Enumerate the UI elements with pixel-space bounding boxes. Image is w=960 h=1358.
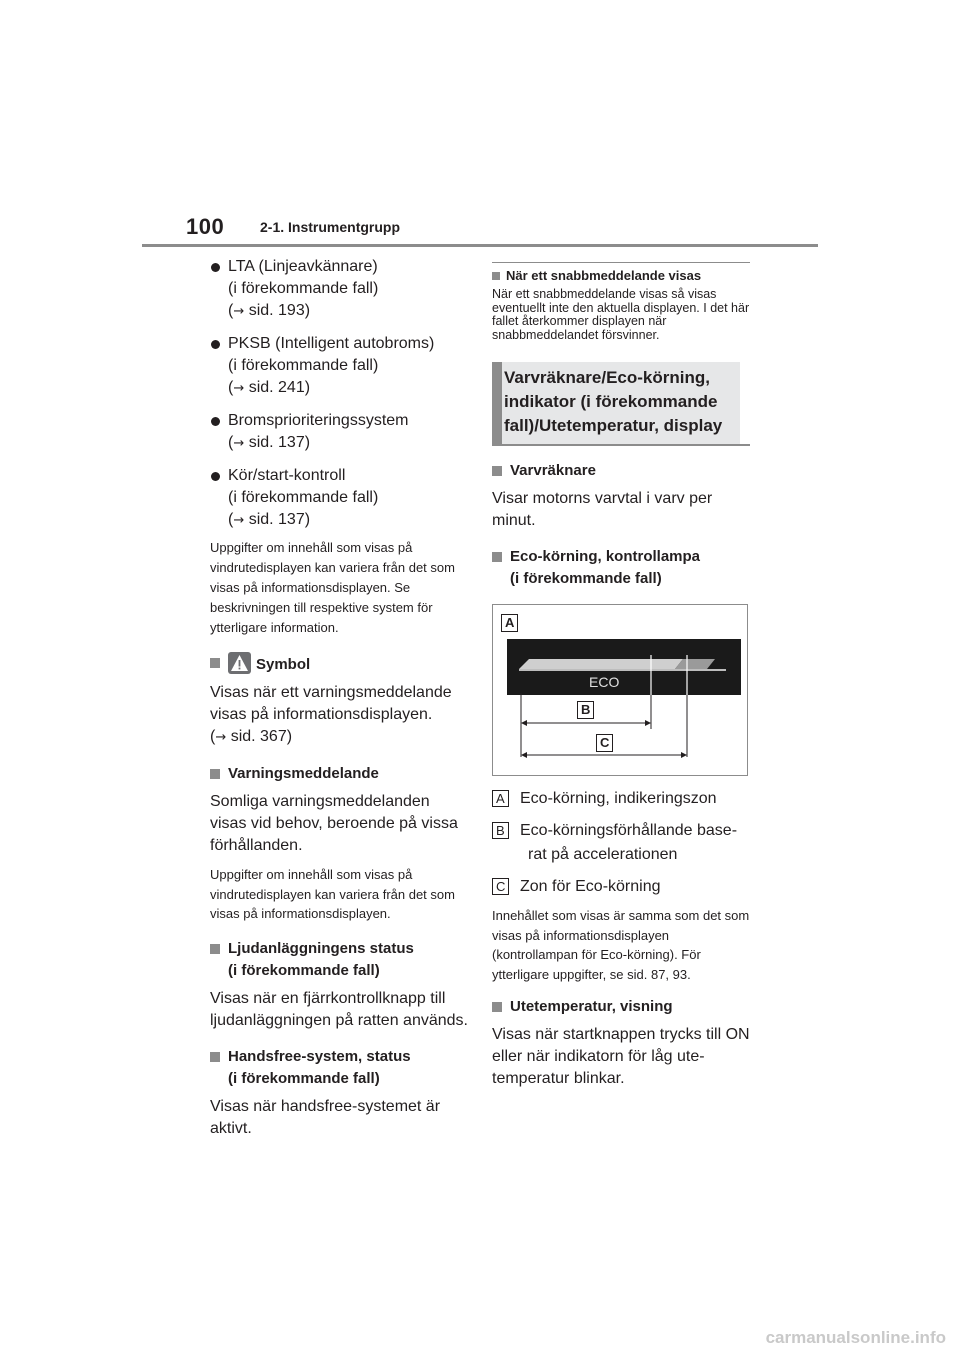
page-reference: (→ sid. 137) [228,511,311,528]
section-heading-tachometer [492,460,750,482]
page-reference: (→ sid. 193) [228,302,311,319]
heading-text: Utetemperatur, visning [510,998,673,1015]
list-item-text: Kör/start-kontroll [228,467,346,484]
heading-text: Ljudanläggningens status [228,939,414,957]
section-heading-temperature [492,996,750,1018]
square-bullet-icon [492,552,502,562]
legend-item-c [492,876,750,898]
section-heading-symbol [210,652,468,676]
heading-text: Eco-körning, kontrollampa [510,548,701,565]
legend-key: A [492,790,509,807]
square-bullet-icon [492,466,502,476]
legend-key: B [492,822,509,839]
section-rule [492,444,750,446]
warning-triangle-icon [228,652,251,674]
square-bullet-icon [210,1052,220,1062]
legend-item-a [492,788,750,810]
header-rule [142,244,818,247]
section-heading-audio [210,938,468,982]
figure-label-b: B [577,701,594,719]
note-heading [492,267,750,285]
heading-text: Varvräknare [510,462,596,479]
body-text: Visar motorns varvtal i varv per minut. [492,490,713,529]
list-item-text: LTA (Linjeavkännare) [228,258,378,275]
page-reference: (→ sid. 137) [228,434,311,451]
list-item-pksb [210,333,468,400]
watermark: carmanualsonline.info [765,1328,946,1347]
legend-key: C [492,878,509,895]
figure-label-a: A [501,614,518,632]
heading-text: När ett snabbmeddelande visas [506,268,702,283]
note-text: Uppgifter om innehåll som visas på vindrutedisplayen kan variera från det som visas på informationsdisplayen. [210,867,455,921]
heading-text: (i förekommande fall) [228,1069,380,1087]
square-bullet-icon [210,769,220,779]
legend-text: Zon för Eco-körning [520,878,661,895]
section-title-box [492,362,740,444]
arrow-right-icon: → [233,436,245,451]
right-column [492,262,750,1090]
heading-text: Handsfree-system, status [228,1047,411,1065]
note-text: Innehållet som visas är samma som det som visas på informationsdisplayen (kontrollampan för Eco-körning). För ytterligare uppgifter, se sid. 87, 93. [492,908,750,982]
chapter-title: 2-1. Instrumentgrupp [260,219,401,235]
note-text: När ett snabbmeddelande visas så visas eventuellt inte den aktuella displayen. I det här fallet återkommer displayen när snabbmeddelandet försvinner. [492,287,750,342]
square-bullet-icon [492,1002,502,1012]
legend-item-b [492,820,750,866]
list-item-lta [210,256,468,323]
section-heading-warning [210,763,468,785]
eco-indicator-figure [492,604,748,776]
body-text: Visas när startknappen trycks till ON eller när indikatorn för låg ute-temperatur blinkar. [492,1026,750,1087]
list-item-text: (i förekommande fall) [228,280,379,297]
section-heading-eco [492,546,750,590]
square-bullet-icon [210,944,220,954]
list-item-text: PKSB (Intelligent autobroms) [228,335,435,352]
section-title-line: Varvräknare/Eco-körning, [504,368,710,387]
figure-label-c: C [596,734,613,752]
left-column [210,254,468,1140]
note-rule [492,262,750,263]
section-title-line: indikator (i förekommande [504,392,718,411]
arrow-right-icon: → [233,381,245,396]
heading-text: (i förekommande fall) [228,961,380,979]
arrow-right-icon: → [233,513,245,528]
list-item-drive-start [210,465,468,532]
section-heading-handsfree [210,1046,468,1090]
page-reference: (→ sid. 241) [228,379,311,396]
eco-indicator-text: ECO [589,674,620,690]
page-number: 100 [186,214,225,239]
eco-indicator-illustration [493,605,747,775]
body-text: Somliga varningsmeddelanden visas vid behov, beroende på vissa förhållanden. [210,793,458,854]
body-text: Visas när ett varningsmeddelande visas på informationsdisplayen. (→ sid. 367) [210,684,452,745]
legend-text: Eco-körningsförhållande base- [520,822,738,839]
square-bullet-icon [210,658,220,668]
legend-text: rat på accelerationen [528,846,678,863]
arrow-right-icon: → [233,304,245,319]
heading-text: (i förekommande fall) [510,570,662,587]
heading-text: Varningsmeddelande [228,765,379,782]
section-title-line: fall)/Utetemperatur, display [504,416,723,435]
body-text: Visas när handsfree-systemet är aktivt. [210,1097,441,1137]
list-item-text: Bromsprioriteringssystem [228,412,409,429]
list-item-text: (i förekommande fall) [228,357,379,374]
heading-text: Symbol [256,656,311,673]
arrow-right-icon: → [215,730,227,745]
list-item-text: (i förekommande fall) [228,489,379,506]
body-text: Visas när en fjärrkontrollknapp till ljudanläggningen på ratten används. [210,989,468,1029]
note-text: Uppgifter om innehåll som visas på vindrutedisplayen kan variera från det som visas på informationsdisplayen. Se beskrivningen till respektive system för ytterligare information. [210,540,455,635]
list-item-brake-priority [210,410,468,455]
square-bullet-icon [492,272,500,280]
legend-text: Eco-körning, indikeringszon [520,790,717,807]
